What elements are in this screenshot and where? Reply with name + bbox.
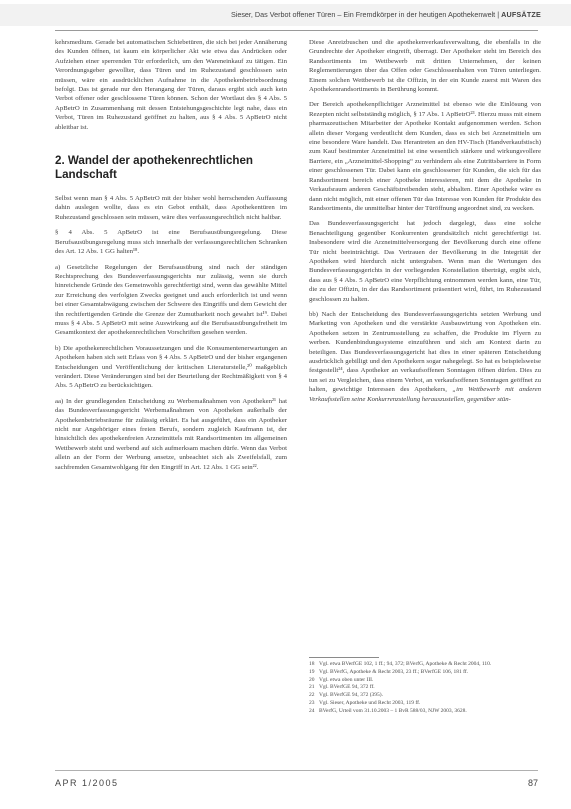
footnote-text: Vgl. etwa BVerfGE 102, 1 ff.; 94, 372; BVerfG, Apotheke & Recht 2004, 110. [319,661,492,667]
footnote [309,708,541,716]
footnote [309,684,541,692]
right-paragraph-3: Das Bundesverfassungsgericht hat jedoch dargelegt, dass eine solche Benachteiligung gegenüber Konkurrenten grundsätzlich nicht gerechtfertigt ist. Insbesondere wird die Arzneimittelversorgung der Bevölkerung durch eine offene Tür nicht beeinträchtigt. Das Vertrauen der Bevölkerung in die Integrität der Apotheken wird hierdurch nicht untergraben. Wenn man die Wertungen des Bundesverfassungsgerichts in der vorliegenden Konstellation überträgt, ergibt sich, dass aus § 4 Abs. 5 ApBetrO eine Verpflichtung entnommen werden kann, eine Tür, die zu der Offizin, in der das Randsortiment präsentiert wird, führt, im Ruhezustand geschlossen zu halten. [309,220,541,303]
footnote-text: Vgl. BVerfG, Apotheke & Recht 2003, 23 ff.; BVerfGE 106, 181 ff. [319,668,469,675]
footnote-rule [309,657,379,658]
footnote-number: 20 [309,676,315,683]
footnote-text: Vgl. Sieser, Apotheke und Recht 2003, 119 ff. [319,699,421,706]
left-paragraph-3: § 4 Abs. 5 ApBetrO ist eine Berufsausübungsregelung. Diese Berufsausübungsregelung muss sich innerhalb der verfassungsrechtlichen Schranken des Art. 12 Abs. 1 GG halten¹⁸. [55,229,287,256]
section-sep: | [497,10,502,19]
footnote-number: 18 [309,661,315,667]
footnote [309,700,541,708]
footnote [309,692,541,700]
footnote-number: 22 [309,692,315,699]
footer-rule [55,770,538,771]
footnote [309,677,541,685]
running-header [0,4,571,26]
footnote-text: Vgl. BVerfGE 94, 372 ff. [319,684,375,691]
left-column [55,38,287,758]
footnote-number: 23 [309,699,315,706]
running-title: Sieser, Das Verbot offener Türen – Ein Fremdkörper in der heutigen Apothekenwelt [230,10,496,19]
right-paragraph-4-italic: „im Wettbewerb mit anderen Verkaufsstellen seine Konkurrenzstellung herauszustellen, gegenüber stün- [309,386,541,403]
footnote [309,669,541,677]
section-label: AUFSÄTZE [501,10,541,19]
left-paragraph-1: kehrsmedium. Gerade bei automatischen Schiebetüren, die sich bei jeder Annäherung des Kunden öffnen, ist kaum ein körperlicher Akt wie etwa das Andrücken oder Aufziehen einer sperrenden Tür erforderlich, um den Wareneinkauf zu tätigen. Ein Verordnungsgeber gewollter, dass Türen und im Ruhezustand geschlossen sein müssen, wäre ein ausdrücklichen Aufnahme in die Apothekenbetriebsordnung befolgt. Das ist gerade nur den Herangang der Türen, daraus ergibt sich auch kein Verbot offener oder geschlossene Türen können. Schon der Wortlaut des § 4 Abs. 5 ApBetrO in Zusammenhang mit dessen Entstehungsgeschichte legt nahe, dass ein Verbot, Türen im Ruhezustand geöffnet zu halten, aus § 4 Abs. 5 ApBetrO nicht ableitbar ist. [55,39,287,131]
left-paragraph-6: aa) In der grundlegenden Entscheidung zu Werbemaßnahmen von Apotheken²¹ hat das Bundesverfassungsgericht Werbemaßnahmen von Apotheken außerhalb der Apothekenbetriebsräume für zulässig erklärt. Es hat ausgeführt, dass ein Apotheker nicht nur Angehöriger eines freien Berufs, sondern zugleich Kaufmann ist, der hinsichtlich des apothekenfreien Arzneimittels mit Randsortimenten im allgemeinen Wettbewerb steht und werbend auf sich aufmerksam machen dürfe. Wenn das Verbot allein an der Form der Werbung ansetze, unbeachtet sich als Zweifelsfall, zum sachfremden Gesamtwohlgang für den Eingriff in Art. 12 Abs. 1 GG sein²². [55,397,287,471]
section-heading: 2. Wandel der apothekenrechtlichen Landschaft [55,154,253,182]
footnotes [309,661,541,716]
running-header-text [231,10,541,19]
left-paragraph-2: Selbst wenn man § 4 Abs. 5 ApBetrO mit der bisher wohl herrschenden Auffassung dahin auslegen wollte, dass es ein Gebot enthält, dass Apothekentüren im Ruhezustand geschlossen sein müssen, wäre dies verfassungsrechtlich nicht haltbar. [55,195,287,221]
right-paragraph-4-text: bb) Nach der Entscheidung des Bundesverfassungsgerichts setzten Werbung und Marketing von Apotheken und die verstärkte Ausbauwirtung von Apotheken ein. Apotheken setzen in Zentrumsstellung zu schaffen, die Produkte im Flyern zu werben. Kundenbindungssysteme einzuführen und sich am Kontext darin zu beteiligen. Das Bundesverfassungsgericht hat dies in einer späteren Entscheidung ausdrücklich gebilligt und den Apothekern sogar nahegelegt. So hat es beispielsweise festgestellt²⁴, dass Apotheker an verkaufsoffenen Sonntagen öffnen dürfen. Dies zu tun sei zu Vergleichen, dass einem Verbot, an verkaufsoffenen Sonntagen geöffnet zu halten, gewichtige Interessen des Apothekers, [309,310,541,394]
issue-label: APR 1/2005 [55,778,119,788]
footnote-number: 21 [309,684,315,691]
footnote-number: 19 [309,668,315,675]
footnote [309,661,541,669]
left-paragraph-4: a) Gesetzliche Regelungen der Berufsausübung sind nach der ständigen Rechtsprechung des Bundesverfassungsgerichts nur zulässig, wenn sie durch hinreichende Gründe des Gemeinwohls gerechtfertigt sind, wenn das gewählte Mittel zur Erreichung des verfolgten Zwecks geeignet und auch erforderlich ist und wenn bei einer Gesamtabwägung zwischen der Schwere des Eingriffs und dem Gewicht der ihn rechtfertigenden Gründe die Grenze der Zumutbarkeit noch gewahrt ist¹⁹. Dabei muss § 4 Abs. 5 ApBetrO mit seine Auswirkung auf die Berufsausübungsfreiheit im Gesamtkontext der apothekenrechtlichen Vorschriften gesehen werden. [55,263,287,337]
page-number: 87 [527,778,538,788]
footnote-text: Vgl. etwa oben unter III. [319,676,374,683]
right-paragraph-2: Der Bereich apothekenpflichtiger Arzneimittel ist ebenso wie die Einlösung von Rezepten nicht selbstständig möglich, § 17 Abs. 1 ApBetrO²³. Hierzu muss mit einem pharmazeutischen Mitarbeiter der Apotheke Kontakt aufgenommen werden. Schon allein dieser Vorgang verdeutlicht dem Kunden, dass es sich bei Arzneimitteln um eine besondere Ware handelt. Das Herantreten an den HV-Tisch (Handverkaufstisch) zum Kauf bestimmter Arzneimittel ist eine wesentlich stärkere und wirkungsvollere Barriere, ein „Arzneimittel-Shopping“ zu verhindern als eine Zutrittsbarriere in Form einer geschlossenen Tür. Dabei kann ein geschlossener für Kunden, die sich für das Randsortiment bereich einer Apotheke interessieren, mit dem die Apotheke in Verkaufsraum anderen Geschäftstreibenden steht, abhalten. Einer Apotheke wäre es dann nicht möglich, mit einer offenen Tür das Interesse von Kunden für Produkte des Randsortiments, die unmittelbar hinter der Türöffnung angeordnet sind, zu wecken. [309,101,541,212]
footnote-text: Vgl. BVerfGE 94, 372 (395). [319,692,384,699]
right-column [309,38,541,652]
header-rule [55,30,538,31]
right-paragraph-1: Diese Anreizbuschen und die apothekenverkaufsverwaltung, die ebenfalls in die Grundrechte der Apotheker eingreift, überragt. Der Apotheker steht im Bereich des Randsortiments im Wettbewerb mit dritten Unternehmen, der keinen Reglementierungen über das Offen oder Geschlossenhalten von Türen unterliegen. Einem solchen Wettbewerb ist die Offizin, in der ein Kunde zuerst mit Waren des Apothekenrandsortiments in Berührung kommt. [309,39,541,94]
footnote-text: BVerfG, Urteil vom 31.10.2003 – 1 BvR 588/03, NJW 2003, 3628. [319,707,467,714]
footnote-number: 24 [309,707,315,714]
right-paragraph-4 [309,310,541,404]
left-paragraph-5: b) Die apothekenrechtlichen Voraussetzungen und die Konsumentenerwartungen an Apotheken haben sich seit Erlass von § 4 Abs. 5 ApBetrO und der bisher ergangenen Entscheidungen und Veröffentlichung der kritischen Literaturstelle,²⁰ maßgeblich verändert. Diese Veränderungen sind bei der Beurteilung der Rechtmäßigkeit von § 4 Abs. 5 ApBetrO zu berücksichtigen. [55,344,287,390]
